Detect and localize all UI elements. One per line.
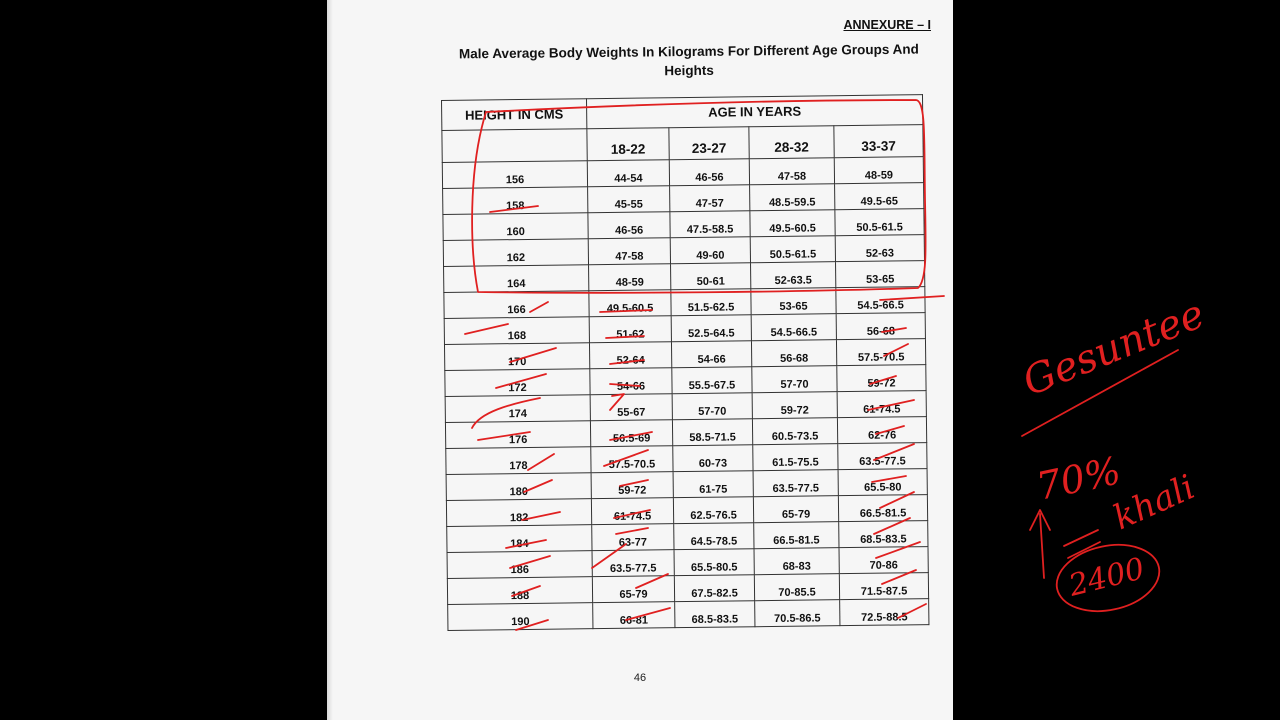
weight-range-cell: 61-75: [673, 471, 753, 498]
document-page: [327, 0, 953, 720]
height-cell: 178: [446, 447, 591, 475]
weight-range-cell: 65.5-80.5: [674, 549, 754, 576]
age-group-header: 23-27: [669, 127, 749, 160]
height-cell: 164: [444, 265, 589, 293]
height-cell: 166: [444, 291, 589, 319]
weight-range-cell: 61-74.5: [837, 391, 926, 418]
weight-range-cell: 50.5-61.5: [750, 236, 835, 263]
weight-range-cell: 56-68: [751, 340, 836, 367]
weight-range-cell: 47-57: [670, 185, 750, 212]
height-cell: 168: [444, 317, 589, 345]
weight-range-cell: 58.5-71.5: [672, 419, 752, 446]
weight-range-cell: 49.5-60.5: [750, 210, 835, 237]
weight-range-cell: 56.5-69: [590, 420, 672, 447]
weight-range-cell: 63.5-77.5: [838, 443, 927, 470]
weight-range-cell: 60-73: [673, 445, 753, 472]
note-khali: khali: [1107, 467, 1201, 539]
weight-range-cell: 62.5-76.5: [673, 497, 753, 524]
weight-range-cell: 62-76: [837, 417, 926, 444]
weight-range-cell: 46-56: [588, 212, 670, 239]
weight-range-cell: 49.5-60.5: [589, 290, 671, 317]
weight-range-cell: 63-77: [592, 524, 674, 551]
weight-range-cell: 49-60: [670, 237, 750, 264]
table-row: [448, 599, 929, 631]
height-cell: 186: [447, 551, 592, 579]
weight-table-container: [441, 94, 929, 631]
weight-range-cell: 46-56: [669, 159, 749, 186]
weight-range-cell: 71.5-87.5: [839, 573, 928, 600]
document-title: Male Average Body Weights In Kilograms For Different Age Groups And Heights: [458, 41, 919, 79]
weight-range-cell: 59-72: [837, 365, 926, 392]
blank-cell: [442, 129, 587, 163]
weight-range-cell: 47.5-58.5: [670, 211, 750, 238]
note-word: Gesuntee: [1016, 291, 1211, 406]
weight-range-cell: 65-79: [753, 496, 838, 523]
weight-range-cell: 52-63: [835, 235, 924, 262]
weight-range-cell: 51-62: [589, 316, 671, 343]
height-cell: 162: [443, 239, 588, 267]
weight-range-cell: 56-68: [836, 313, 925, 340]
weight-range-cell: 53-65: [836, 261, 925, 288]
weight-range-cell: 57-70: [752, 366, 837, 393]
weight-range-cell: 53-65: [751, 288, 836, 315]
note-underline: [1022, 350, 1178, 436]
age-group-header: 33-37: [834, 125, 923, 158]
weight-range-cell: 52.5-64.5: [671, 315, 751, 342]
weight-range-cell: 65-79: [592, 576, 674, 603]
weight-range-cell: 50.5-61.5: [835, 209, 924, 236]
weight-range-cell: 54-66: [671, 341, 751, 368]
weight-range-cell: 47-58: [749, 158, 834, 185]
height-cell: 182: [446, 499, 591, 527]
weight-table: [441, 94, 929, 631]
height-cell: 174: [445, 395, 590, 423]
note-equals: [1064, 530, 1100, 558]
weight-range-cell: 67.5-82.5: [674, 575, 754, 602]
height-cell: 170: [444, 343, 589, 371]
weight-range-cell: 68.5-83.5: [675, 601, 755, 628]
weight-range-cell: 52-64: [589, 342, 671, 369]
height-cell: 158: [443, 187, 588, 215]
weight-range-cell: 44-54: [587, 160, 669, 187]
weight-range-cell: 63.5-77.5: [753, 470, 838, 497]
height-cell: 184: [447, 525, 592, 553]
note-percent: 70%: [1032, 448, 1125, 509]
weight-range-cell: 66.5-81.5: [838, 495, 927, 522]
note-circle: [1050, 536, 1165, 620]
weight-range-cell: 55-67: [590, 394, 672, 421]
height-cell: 190: [448, 603, 593, 631]
weight-range-cell: 66.5-81.5: [754, 522, 839, 549]
weight-range-cell: 63.5-77.5: [592, 550, 674, 577]
weight-range-cell: 60.5-73.5: [752, 418, 837, 445]
page-number: 46: [633, 672, 647, 684]
weight-range-cell: 51.5-62.5: [671, 289, 751, 316]
age-group-header: 28-32: [749, 126, 834, 159]
height-cell: 188: [447, 577, 592, 605]
age-column-header: AGE IN YEARS: [586, 95, 922, 129]
weight-range-cell: 72.5-88.5: [840, 599, 929, 626]
height-column-header: HEIGHT IN CMS: [442, 99, 587, 131]
weight-range-cell: 54.5-66.5: [751, 314, 836, 341]
weight-range-cell: 59-72: [591, 472, 673, 499]
weight-range-cell: 70-86: [839, 547, 928, 574]
weight-range-cell: 57.5-70.5: [591, 446, 673, 473]
note-amount: 2400: [1065, 551, 1149, 604]
weight-range-cell: 61.5-75.5: [753, 444, 838, 471]
annexure-label: ANNEXURE – I: [843, 18, 931, 32]
weight-range-cell: 48.5-59.5: [750, 184, 835, 211]
weight-range-cell: 50-61: [671, 263, 751, 290]
weight-range-cell: 48-59: [589, 264, 671, 291]
weight-range-cell: 45-55: [588, 186, 670, 213]
height-cell: 160: [443, 213, 588, 241]
weight-range-cell: 64.5-78.5: [674, 523, 754, 550]
weight-range-cell: 48-59: [834, 157, 923, 184]
weight-range-cell: 57-70: [672, 393, 752, 420]
weight-range-cell: 59-72: [752, 392, 837, 419]
weight-range-cell: 66-81: [593, 602, 675, 629]
weight-range-cell: 61-74.5: [591, 498, 673, 525]
weight-range-cell: 68-83: [754, 548, 839, 575]
weight-range-cell: 65.5-80: [838, 469, 927, 496]
height-cell: 172: [445, 369, 590, 397]
age-group-header: 18-22: [587, 128, 669, 161]
weight-range-cell: 68.5-83.5: [839, 521, 928, 548]
weight-range-cell: 57.5-70.5: [836, 339, 925, 366]
height-cell: 176: [445, 421, 590, 449]
height-cell: 156: [442, 161, 587, 189]
note-arrow: [1030, 510, 1050, 578]
weight-range-cell: 55.5-67.5: [672, 367, 752, 394]
weight-range-cell: 70.5-86.5: [755, 600, 840, 627]
weight-range-cell: 70-85.5: [754, 574, 839, 601]
weight-range-cell: 54.5-66.5: [836, 287, 925, 314]
weight-range-cell: 49.5-65: [835, 183, 924, 210]
height-cell: 180: [446, 473, 591, 501]
weight-range-cell: 52-63.5: [751, 262, 836, 289]
weight-range-cell: 47-58: [588, 238, 670, 265]
weight-range-cell: 54-66: [590, 368, 672, 395]
